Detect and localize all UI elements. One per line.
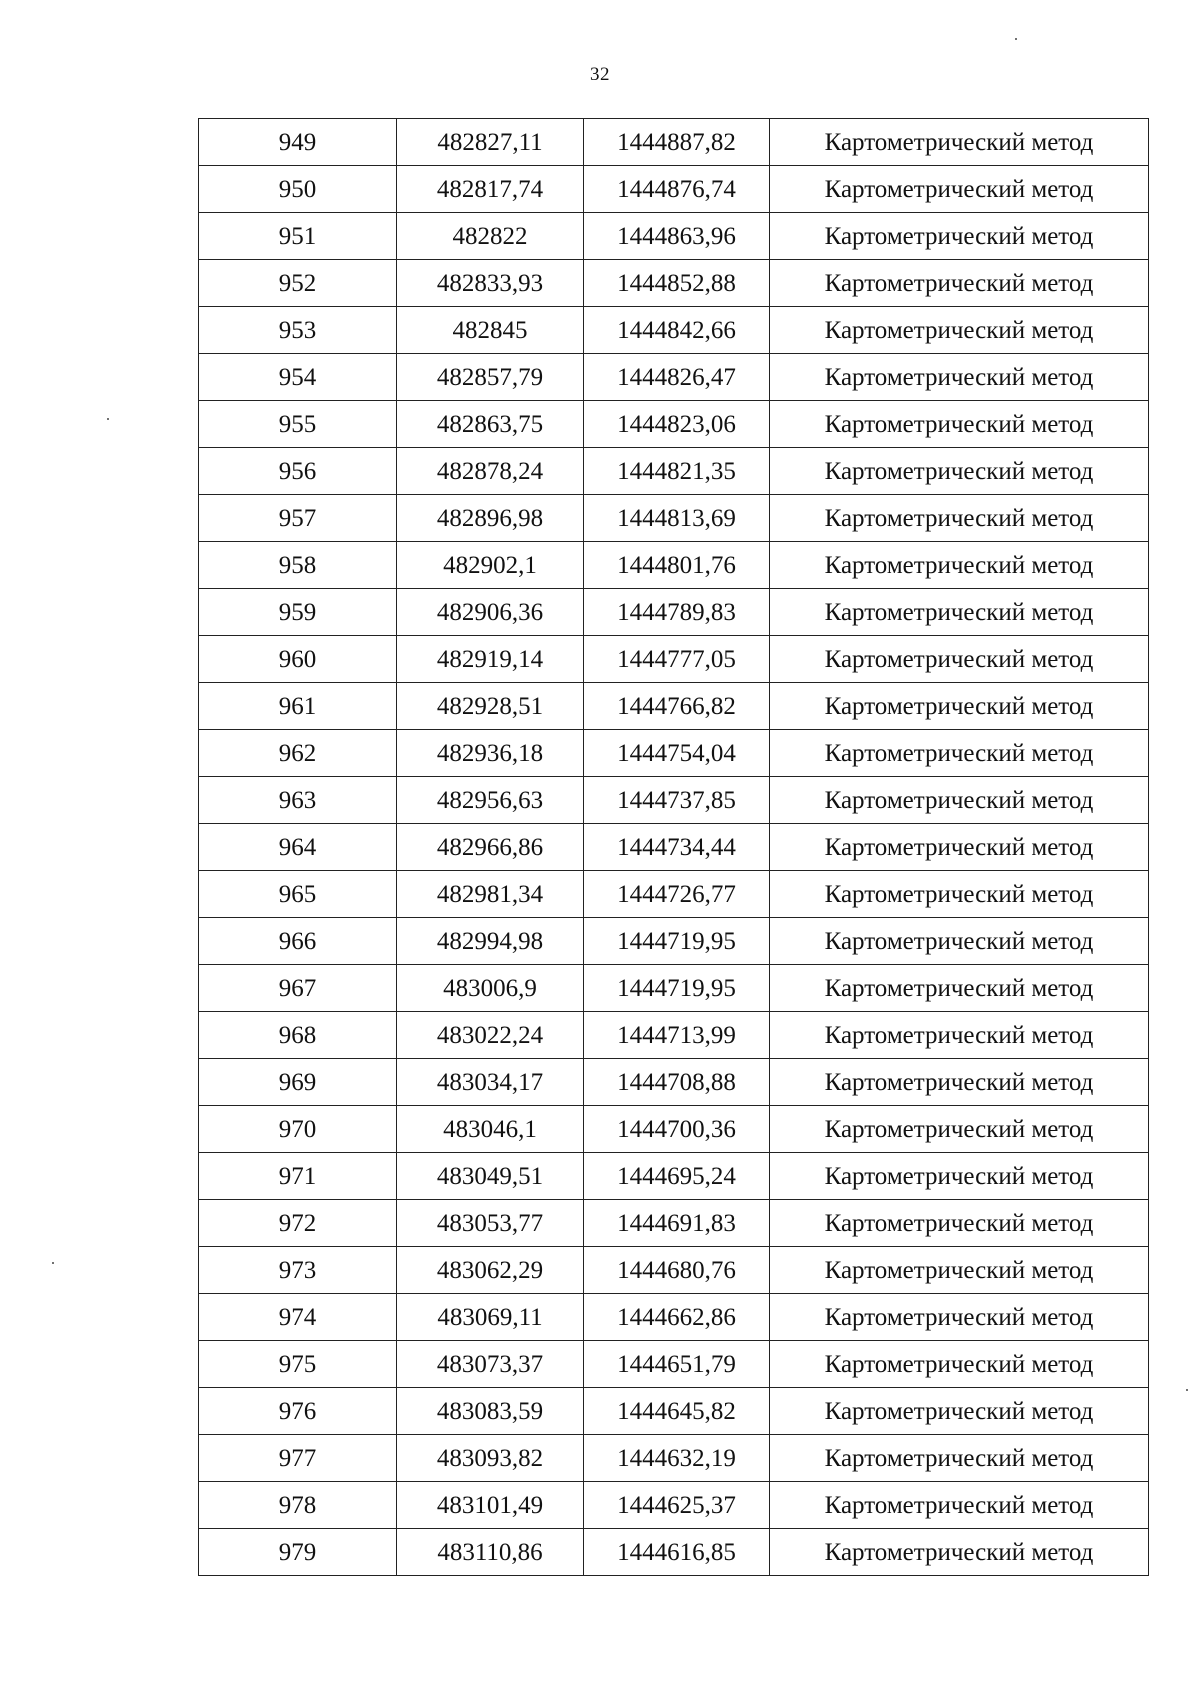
y-coordinate-cell: 1444821,35 <box>584 448 770 495</box>
table-row <box>199 307 1149 354</box>
method-cell: Картометрический метод <box>770 1247 1149 1294</box>
y-coordinate-cell: 1444852,88 <box>584 260 770 307</box>
table-row <box>199 1059 1149 1106</box>
y-coordinate-cell: 1444789,83 <box>584 589 770 636</box>
point-number-cell: 956 <box>199 448 397 495</box>
x-coordinate-cell: 482833,93 <box>397 260 584 307</box>
point-number-cell: 949 <box>199 119 397 166</box>
x-coordinate-cell: 483034,17 <box>397 1059 584 1106</box>
y-coordinate-cell: 1444645,82 <box>584 1388 770 1435</box>
method-cell: Картометрический метод <box>770 260 1149 307</box>
point-number-cell: 970 <box>199 1106 397 1153</box>
method-cell: Картометрический метод <box>770 730 1149 777</box>
method-cell: Картометрический метод <box>770 1059 1149 1106</box>
method-cell: Картометрический метод <box>770 542 1149 589</box>
x-coordinate-cell: 482845 <box>397 307 584 354</box>
method-cell: Картометрический метод <box>770 636 1149 683</box>
y-coordinate-cell: 1444734,44 <box>584 824 770 871</box>
point-number-cell: 950 <box>199 166 397 213</box>
x-coordinate-cell: 482827,11 <box>397 119 584 166</box>
x-coordinate-cell: 482902,1 <box>397 542 584 589</box>
table-row <box>199 683 1149 730</box>
table-row <box>199 354 1149 401</box>
y-coordinate-cell: 1444813,69 <box>584 495 770 542</box>
point-number-cell: 953 <box>199 307 397 354</box>
x-coordinate-cell: 483069,11 <box>397 1294 584 1341</box>
method-cell: Картометрический метод <box>770 824 1149 871</box>
method-cell: Картометрический метод <box>770 777 1149 824</box>
method-cell: Картометрический метод <box>770 448 1149 495</box>
point-number-cell: 962 <box>199 730 397 777</box>
y-coordinate-cell: 1444719,95 <box>584 965 770 1012</box>
method-cell: Картометрический метод <box>770 1482 1149 1529</box>
x-coordinate-cell: 482956,63 <box>397 777 584 824</box>
y-coordinate-cell: 1444754,04 <box>584 730 770 777</box>
method-cell: Картометрический метод <box>770 166 1149 213</box>
y-coordinate-cell: 1444713,99 <box>584 1012 770 1059</box>
x-coordinate-cell: 482981,34 <box>397 871 584 918</box>
y-coordinate-cell: 1444726,77 <box>584 871 770 918</box>
x-coordinate-cell: 483083,59 <box>397 1388 584 1435</box>
point-number-cell: 961 <box>199 683 397 730</box>
method-cell: Картометрический метод <box>770 871 1149 918</box>
point-number-cell: 963 <box>199 777 397 824</box>
point-number-cell: 973 <box>199 1247 397 1294</box>
x-coordinate-cell: 482863,75 <box>397 401 584 448</box>
method-cell: Картометрический метод <box>770 1012 1149 1059</box>
method-cell: Картометрический метод <box>770 1200 1149 1247</box>
method-cell: Картометрический метод <box>770 213 1149 260</box>
x-coordinate-cell: 483046,1 <box>397 1106 584 1153</box>
point-number-cell: 954 <box>199 354 397 401</box>
y-coordinate-cell: 1444719,95 <box>584 918 770 965</box>
table-row <box>199 1294 1149 1341</box>
x-coordinate-cell: 483093,82 <box>397 1435 584 1482</box>
method-cell: Картометрический метод <box>770 1388 1149 1435</box>
x-coordinate-cell: 482896,98 <box>397 495 584 542</box>
x-coordinate-cell: 482906,36 <box>397 589 584 636</box>
table-row <box>199 777 1149 824</box>
table-row <box>199 166 1149 213</box>
y-coordinate-cell: 1444700,36 <box>584 1106 770 1153</box>
point-number-cell: 972 <box>199 1200 397 1247</box>
point-number-cell: 965 <box>199 871 397 918</box>
y-coordinate-cell: 1444737,85 <box>584 777 770 824</box>
x-coordinate-cell: 482857,79 <box>397 354 584 401</box>
point-number-cell: 964 <box>199 824 397 871</box>
point-number-cell: 979 <box>199 1529 397 1576</box>
x-coordinate-cell: 483022,24 <box>397 1012 584 1059</box>
table-row <box>199 1247 1149 1294</box>
table-row <box>199 636 1149 683</box>
point-number-cell: 975 <box>199 1341 397 1388</box>
method-cell: Картометрический метод <box>770 354 1149 401</box>
table-row <box>199 542 1149 589</box>
method-cell: Картометрический метод <box>770 1106 1149 1153</box>
point-number-cell: 977 <box>199 1435 397 1482</box>
point-number-cell: 958 <box>199 542 397 589</box>
table-row <box>199 1106 1149 1153</box>
x-coordinate-cell: 483101,49 <box>397 1482 584 1529</box>
table-row <box>199 589 1149 636</box>
y-coordinate-cell: 1444842,66 <box>584 307 770 354</box>
y-coordinate-cell: 1444616,85 <box>584 1529 770 1576</box>
scan-speck <box>1015 38 1017 40</box>
y-coordinate-cell: 1444766,82 <box>584 683 770 730</box>
point-number-cell: 967 <box>199 965 397 1012</box>
y-coordinate-cell: 1444801,76 <box>584 542 770 589</box>
coordinates-table <box>198 118 1149 1576</box>
point-number-cell: 951 <box>199 213 397 260</box>
table-row <box>199 1482 1149 1529</box>
method-cell: Картометрический метод <box>770 589 1149 636</box>
table-row <box>199 213 1149 260</box>
x-coordinate-cell: 482817,74 <box>397 166 584 213</box>
method-cell: Картометрический метод <box>770 918 1149 965</box>
method-cell: Картометрический метод <box>770 683 1149 730</box>
table-row <box>199 260 1149 307</box>
scan-speck <box>52 1262 54 1264</box>
coordinates-table-body <box>199 119 1149 1576</box>
y-coordinate-cell: 1444632,19 <box>584 1435 770 1482</box>
table-row <box>199 730 1149 777</box>
method-cell: Картометрический метод <box>770 1153 1149 1200</box>
table-row <box>199 495 1149 542</box>
point-number-cell: 974 <box>199 1294 397 1341</box>
table-row <box>199 1012 1149 1059</box>
method-cell: Картометрический метод <box>770 307 1149 354</box>
y-coordinate-cell: 1444823,06 <box>584 401 770 448</box>
point-number-cell: 957 <box>199 495 397 542</box>
y-coordinate-cell: 1444876,74 <box>584 166 770 213</box>
table-row <box>199 1388 1149 1435</box>
method-cell: Картометрический метод <box>770 1435 1149 1482</box>
y-coordinate-cell: 1444863,96 <box>584 213 770 260</box>
point-number-cell: 978 <box>199 1482 397 1529</box>
point-number-cell: 969 <box>199 1059 397 1106</box>
y-coordinate-cell: 1444691,83 <box>584 1200 770 1247</box>
x-coordinate-cell: 482994,98 <box>397 918 584 965</box>
y-coordinate-cell: 1444651,79 <box>584 1341 770 1388</box>
y-coordinate-cell: 1444708,88 <box>584 1059 770 1106</box>
y-coordinate-cell: 1444680,76 <box>584 1247 770 1294</box>
y-coordinate-cell: 1444826,47 <box>584 354 770 401</box>
table-row <box>199 119 1149 166</box>
method-cell: Картометрический метод <box>770 495 1149 542</box>
table-row <box>199 918 1149 965</box>
y-coordinate-cell: 1444695,24 <box>584 1153 770 1200</box>
x-coordinate-cell: 482936,18 <box>397 730 584 777</box>
y-coordinate-cell: 1444662,86 <box>584 1294 770 1341</box>
table-row <box>199 448 1149 495</box>
y-coordinate-cell: 1444625,37 <box>584 1482 770 1529</box>
method-cell: Картометрический метод <box>770 1294 1149 1341</box>
point-number-cell: 968 <box>199 1012 397 1059</box>
table-row <box>199 1153 1149 1200</box>
x-coordinate-cell: 483110,86 <box>397 1529 584 1576</box>
x-coordinate-cell: 482966,86 <box>397 824 584 871</box>
scan-speck <box>107 418 109 420</box>
table-row <box>199 401 1149 448</box>
y-coordinate-cell: 1444777,05 <box>584 636 770 683</box>
table-row <box>199 824 1149 871</box>
method-cell: Картометрический метод <box>770 401 1149 448</box>
table-row <box>199 871 1149 918</box>
table-row <box>199 1529 1149 1576</box>
x-coordinate-cell: 483062,29 <box>397 1247 584 1294</box>
method-cell: Картометрический метод <box>770 965 1149 1012</box>
point-number-cell: 955 <box>199 401 397 448</box>
scan-speck <box>1186 1389 1188 1391</box>
table-row <box>199 965 1149 1012</box>
point-number-cell: 976 <box>199 1388 397 1435</box>
page-number: 32 <box>590 64 610 85</box>
point-number-cell: 952 <box>199 260 397 307</box>
method-cell: Картометрический метод <box>770 119 1149 166</box>
point-number-cell: 959 <box>199 589 397 636</box>
x-coordinate-cell: 482919,14 <box>397 636 584 683</box>
x-coordinate-cell: 483049,51 <box>397 1153 584 1200</box>
table-row <box>199 1341 1149 1388</box>
point-number-cell: 966 <box>199 918 397 965</box>
method-cell: Картометрический метод <box>770 1529 1149 1576</box>
x-coordinate-cell: 483006,9 <box>397 965 584 1012</box>
x-coordinate-cell: 482822 <box>397 213 584 260</box>
method-cell: Картометрический метод <box>770 1341 1149 1388</box>
point-number-cell: 971 <box>199 1153 397 1200</box>
x-coordinate-cell: 483053,77 <box>397 1200 584 1247</box>
x-coordinate-cell: 483073,37 <box>397 1341 584 1388</box>
point-number-cell: 960 <box>199 636 397 683</box>
x-coordinate-cell: 482878,24 <box>397 448 584 495</box>
y-coordinate-cell: 1444887,82 <box>584 119 770 166</box>
table-row <box>199 1435 1149 1482</box>
table-row <box>199 1200 1149 1247</box>
x-coordinate-cell: 482928,51 <box>397 683 584 730</box>
